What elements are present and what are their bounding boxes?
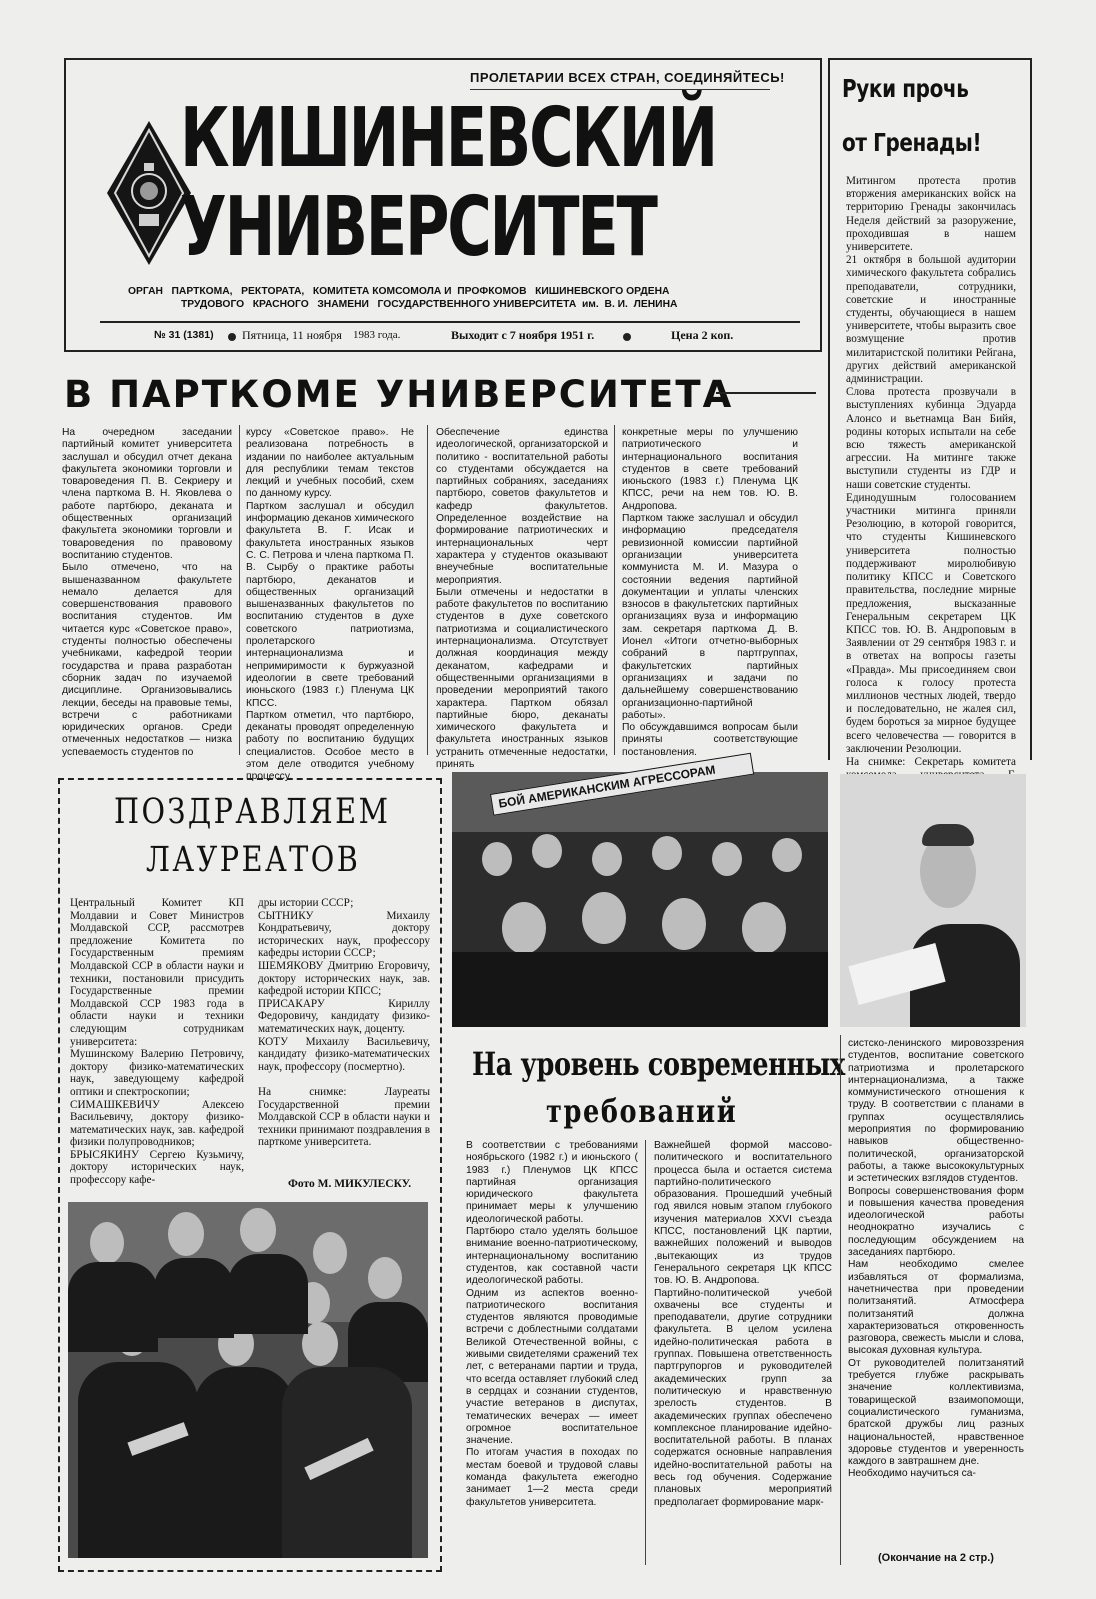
partkom-rule xyxy=(716,392,816,394)
masthead-slogan: ПРОЛЕТАРИИ ВСЕХ СТРАН, СОЕДИНЯЙТЕСЬ! xyxy=(470,70,785,85)
masthead-organ-line1: ОРГАН ПАРТКОМА, РЕКТОРАТА, КОМИТЕТА КОМСОМОЛА И ПРОФКОМОВ КИШИНЕВСКОГО ОРДЕНА xyxy=(128,286,670,297)
level-headline-2: требований xyxy=(546,1092,738,1130)
issue-day: Пятница, 11 ноября xyxy=(242,328,342,342)
issue-since: Выходит с 7 ноября 1951 г. xyxy=(451,328,595,342)
partkom-col2: курсу «Советское право». Не реализована потребность в издании по наиболее актуальным для республики темам текстов лекций и учебных пособий, схем по данному курсу. Партком заслушал и обсудил информацию деканов химического факультета В. Г. Исак и факультета иностранных языков С. С. Петрова и члена парткома П. В. Сырбу о практике работы партбюро, деканатов и общественных организаций вышеназванных факультетов по воспитанию студентов в духе советского патриотизма, пролетарского интернационализма и непримиримости к буржуазной идеологии в свете требований июньского (1983 г.) Пленума ЦК КПСС. Партком отметил, что партбюро, деканаты проводят определенную работу по воспитанию будущих специалистов. Особое место в этом деле отводится учебному процессу. xyxy=(246,427,414,783)
laureates-photo xyxy=(68,1202,428,1558)
issue-number: № 31 (1381) xyxy=(154,329,214,341)
level-col-divider xyxy=(840,1035,841,1565)
laureates-headline-2: ЛАУРЕАТОВ xyxy=(146,840,361,880)
laureates-headline-1: ПОЗДРАВЛЯЕМ xyxy=(114,792,391,832)
partkom-col-divider xyxy=(427,425,428,755)
rally-banner: БОЙ АМЕРИКАНСКИМ АГРЕССОРАМ xyxy=(490,753,754,816)
masthead-rule xyxy=(100,321,800,323)
level-col3: систско-ленинского мировоззрения студентов, воспитание советского патриотизма и пролетарского интернационализма, а также коммунистического отношения к труду. В соответствии с планами в группах осуществлялись мероприятия по формированию навыков общественно-политической, организаторской работы, а также высококультурных и эстетических взглядов студентов. Вопросы совершенствования форм и повышения качества проведения идеологической работы неоднократно изучались с последующим обсуждением на заседаниях партбюро. Нам необходимо смелее избавляться от формализма, начетничества при проведении политзанятий. Атмосфера политзанятий должна характеризоваться откровенность разговора, свежесть мысли и слова, высокая духовная культура. От руководителей политзанятий требуется глубже раскрывать значение коллективизма, товарищеской взаимопомощи, социалистического гуманизма, братской дружбы лиц разных национальностей, нравственное здоровье студентов и уверенность каждого в завтрашнем дне. Необходимо научиться са- xyxy=(848,1038,1024,1480)
issue-price: Цена 2 коп. xyxy=(671,328,734,342)
partkom-col4: конкретные меры по улучшению патриотического и интернационального воспитания студентов в свете требований июньского (1983 г.) Пленума ЦК КПСС, речи на нем тов. Ю. В. Андропова. Партком также заслушал и обсудил информацию председателя ревизионной комиссии партийной организации университета коммуниста М. И. Мазура о состоянии ведения партийной документации и уплаты членских взносов в факультетских партийных организациях вуза и информацию зам. секретаря парткома Д. В. Ионел «Итоги отчетно-выборных собраний в партгруппах, факультетских партийных организациях и задачи по дальнейшему совершенствованию организационно-партийной работы». По обсуждавшимся вопросам были приняты соответствующие постановления. xyxy=(622,427,798,758)
partkom-col1: На очередном заседании партийный комитет университета заслушал и обсудил отчет декана факультета экономики торговли и товароведения П. В. Секриеру и члена парткома В. Н. Яковлева о работе партбюро, деканата и общественных организаций факультета экономики торговли и товароведения по правовому воспитанию студентов. Было отмечено, что на вышеназванном факультете немало делается для совершенствования правового воспитания студентов. Им читается курс «Советское право», студенты полностью обеспечены учебниками, кафедрой теории государства и права разработан сборник задач по изучаемой дисциплине. Организовывались лекции, беседы на правовые темы, встречи с работниками юридических органов. Среди отмеченных недостатков — низка успеваемость студентов по xyxy=(62,427,232,758)
photo-credit: Фото М. МИКУЛЕСКУ. xyxy=(288,1178,412,1190)
bullet-icon xyxy=(228,333,236,341)
partkom-col3: Обеспечение единства идеологической, организаторской и политико - воспитательной работы со студентами обсуждается на партийных собраниях, заседаниях партбюро, советов факультетов и кафедр факультетов. Определенное воздействие на формирование патриотических и интернациональных черт характера у студентов оказывают внеучебные воспитательные мероприятия. Были отмечены и недостатки в работе факультетов по воспитанию студентов в духе советского патриотизма и социалистического интернационализма. Отсутствует должная координация между деканатом, кафедрами и общественными организациями в проведении мероприятий такого характера. Партком обязал партийные бюро, деканаты химического факультета и факультета иностранных языков устранить отмеченные недостатки, принять xyxy=(436,427,608,771)
bullet-icon xyxy=(623,333,631,341)
level-col2: Важнейшей формой массово-политического и воспитательного процесса была и остается система партийно-политического образования. Прошедший учебный год явился новым этапом глубокого изучения материалов XXVI съезда КПСС, постановлений ЦК партии, важнейших положений и выводов ,вытекающих из трудов Генерального секретаря ЦК КПСС тов. Ю. В. Андропова. Партийно-политической учебой охвачены все студенты и преподаватели, другие сотрудники факультета. В целом усилена идейно-политическая работа в группах. Повышена ответственность партгрупоргов и руководителей академических групп за политическую и нравственную зрелость студентов. В академических группах обеспечено комплексное планирование идейно-воспитательной работы. В планах содержатся основные направления идейно-воспитательной работы на весь год обучения. Содержание плановых мероприятий предполагает формирование марк- xyxy=(654,1140,832,1508)
masthead-organ-line2: ТРУДОВОГО КРАСНОГО ЗНАМЕНИ ГОСУДАРСТВЕННОГО УНИВЕРСИТЕТА им. В. И. ЛЕНИНА xyxy=(181,299,678,310)
level-col-divider xyxy=(645,1140,646,1565)
issue-year: 1983 года. xyxy=(353,329,401,341)
slogan-rule xyxy=(470,89,770,90)
laureates-col1: Центральный Комитет КП Молдавии и Совет Министров Молдавской ССР, рассмотрев предложение Комитета по Государственным премиям Молдавской ССР в области науки и техники, постановили присудить Государственные премии Молдавской ССР 1983 года в области науки и техники следующим сотрудникам университета: Мушинскому Валерию Петровичу, доктору физико-математических наук, заведующему кафедрой оптики и спектроскопии; СИМАШКЕВИЧУ Алексею Васильевичу, доктору физико-математических наук, зав. кафедрой физики полупроводников; БРЫСЯКИНУ Сергею Кузьмичу, доктору исторических наук, профессору кафе- xyxy=(70,897,244,1187)
speaker-photo xyxy=(840,774,1026,1027)
masthead-title-line1: КИШИНЕВСКИЙ xyxy=(180,91,716,186)
level-headline-1: На уровень современных xyxy=(472,1045,845,1083)
laureates-col2: дры истории СССР; СЫТНИКУ Михаилу Кондратьевичу, доктору исторических наук, профессору кафедры истории СССР; ШЕМЯКОВУ Дмитрию Егоровичу, доктору исторических наук, зав. кафедрой истории КПСС; ПРИСАКАРУ Кириллу Федоровичу, кандидату физико-математических наук, доценту. КОТУ Михаилу Васильевичу, кандидату физико-математических наук, профессору (посмертно). На снимке: Лауреаты Государственной премии Молдавской ССР в области науки и техники принимают поздравления в парткоме университета. xyxy=(258,897,430,1149)
partkom-headline: В ПАРТКОМЕ УНИВЕРСИТЕТА xyxy=(64,373,734,416)
partkom-col-divider xyxy=(239,425,240,755)
grenada-headline-2: от Гренады! xyxy=(842,128,982,157)
grenada-body: Митингом протеста против вторжения американских войск на территорию Гренады закончилась Неделя действий за разоружение, проходившая в нашем университете. 21 октября в большой аудитории химического факультета собрались преподаватели, сотрудники, советские и иностранные студенты, обучающиеся в нашем университете, чтобы выразить свое возмущение против милитаристской политики Рейгана, других действий американской администрации. Слова протеста прозвучали в выступлениях кубинца Эдуарда Алонсо и вьетнамца Ван Бийя, родины которых испытали на себе всю тяжесть американской агрессии. На митинге также выступили студенты из ГДР и наши советские студенты. Единодушным голосованием участники митинга приняли Резолюцию, в которой говорится, что студенты Кишиневского университета полностью поддерживают миролюбивую политику КПСС и Советского правительства, последние мирные предложения, высказанные Генеральным секретарем ЦК КПСС тов. Ю. В. Андроповым в Заявлении от 29 сентября 1983 г. и в ответах на вопросы газеты «Правда». Мы присоединяем свои голоса к голосу протеста миллионов честных людей, твердо и последовательно, не жалея сил, будем бороться за мирное будущее всего человечества — говорится в заключении Резолюции. На снимке: Секретарь комитета xyxy=(846,175,1016,768)
partkom-col-divider xyxy=(614,425,615,755)
masthead-title-line2: УНИВЕРСИТЕТ xyxy=(180,180,656,275)
level-col1: В соответствии с требованиями ноябрьского (1982 г.) и июньского ( 1983 г.) Пленумов ЦК КПСС партийная организация юридического факультета принимает меры к улучшению идеологической работы. Партбюро стало уделять большое внимание военно-патриотическому, интернациональному воспитанию студентов, как составной части идеологической работы. Одним из аспектов военно-патриотического воспитания студентов являются проводимые встречи с доблестными солдатами Великой Отечественной войны, с живыми свидетелями сражений тех лет, с ветеранами партии и труда, что всегда оставляет глубокий след в сердцах и сознании студентов, участие ветеранов в диспутах, тематических вечерах — имеет огромное воспитательное значение. По итогам участия в походах по местам боевой и трудовой славы команда факультета ежегодно занимает 1—2 места среди факультетов университета. xyxy=(466,1140,638,1508)
continued-note: (Окончание на 2 стр.) xyxy=(878,1552,994,1564)
grenada-headline-1: Руки прочь xyxy=(842,74,969,103)
